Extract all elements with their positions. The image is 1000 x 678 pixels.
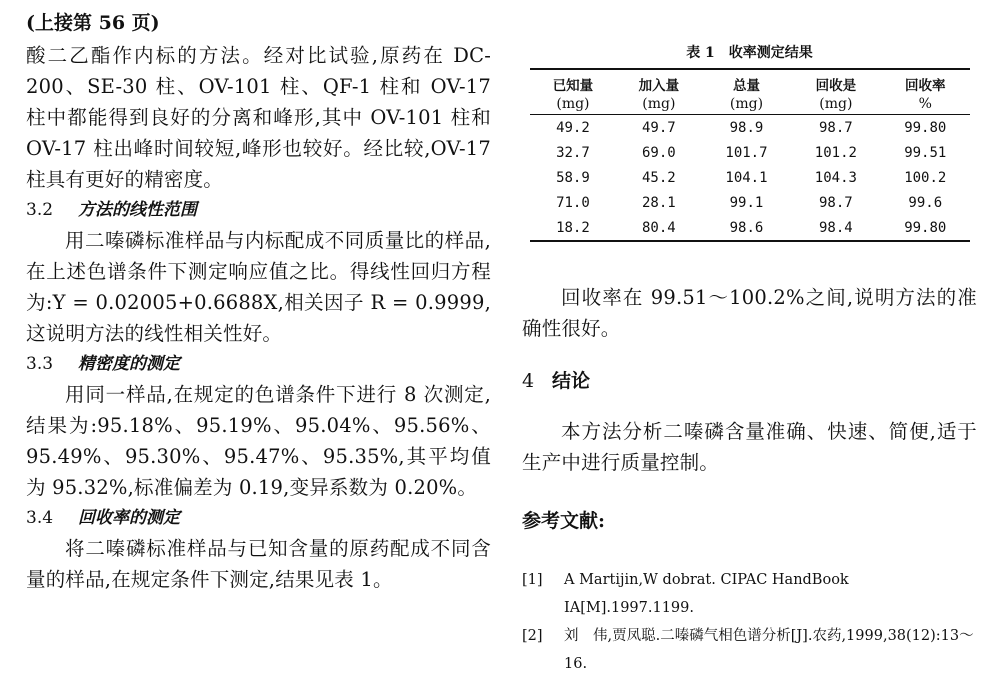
table-cell: 101.7: [725, 144, 768, 161]
column-header: 已知量: [530, 69, 616, 94]
section-3-4-heading: [26, 503, 491, 533]
reference-text: A Martijin,W dobrat. CIPAC HandBook IA[M].1997.1199.: [564, 572, 849, 616]
section-title: 结论: [552, 370, 591, 392]
table-cell: 104.3: [814, 169, 857, 186]
intro-paragraph: 酸二乙酯作内标的方法。经对比试验,原药在 DC-200、SE-30 柱、OV-101 柱、QF-1 柱和 OV-17 柱中都能得到良好的分离和峰形,其中 OV-101 柱和 OV-17 柱出峰时间较短,峰形也较好。经比较,OV-17 柱具有更好的精密度。: [26, 44, 491, 191]
table-cell: 49.7: [641, 119, 676, 136]
recovery-table: [530, 68, 970, 242]
section-title: 精密度的测定: [78, 354, 180, 374]
references-title: 参考文献:: [522, 510, 606, 532]
reference-item: [522, 566, 977, 622]
column-unit: (mg): [616, 94, 702, 115]
table-cell: 98.7: [819, 194, 853, 211]
references-list: [522, 566, 977, 678]
reference-tag: [1]: [522, 572, 543, 588]
reference-item: [522, 622, 977, 678]
table-cell: 99.80: [904, 119, 947, 136]
column-unit: (mg): [791, 94, 880, 115]
reference-text: 刘 伟,贾凤聪.二嗪磷气相色谱分析[J].农药,1999,38(12):13～16.: [564, 628, 974, 672]
section-3-3-heading: [26, 349, 491, 379]
table-cell: 32.7: [556, 144, 590, 161]
section-number: 4: [522, 370, 535, 392]
section-3-2-heading: [26, 195, 491, 225]
continued-note: (上接第 56 页): [26, 12, 160, 34]
section-number: 3.3: [26, 354, 54, 374]
table-cell: 99.1: [729, 194, 764, 211]
section-title: 方法的线性范围: [78, 200, 197, 220]
table-cell: 98.7: [819, 119, 853, 136]
left-column: [26, 10, 491, 595]
section-3-2-text: 用二嗪磷标准样品与内标配成不同质量比的样品,在上述色谱条件下测定响应值之比。得线性回归方程为:Y = 0.02005+0.6688X,相关因子 R = 0.9999,这说明方法的线性相关性好。: [26, 229, 491, 345]
table-cell: 80.4: [616, 215, 702, 241]
table-row: [530, 165, 970, 190]
column-header: 回收是: [791, 69, 880, 94]
table-cell: 58.9: [556, 169, 590, 186]
column-header: 总量: [702, 69, 791, 94]
table-cell: 99.6: [908, 194, 943, 211]
section-4-heading: [522, 366, 977, 396]
section-title: 回收率的测定: [78, 508, 180, 528]
column-unit: (mg): [530, 94, 616, 115]
column-header: 回收率: [881, 69, 970, 94]
table-header-row: [530, 69, 970, 94]
section-3-3-text: 用同一样品,在规定的色谱条件下进行 8 次测定,结果为:95.18%、95.19%、95.04%、95.56%、95.49%、95.30%、95.47%、95.35%,其平均值为 95.32%,标准偏差为 0.19,变异系数为 0.20%。: [26, 383, 491, 499]
column-header: 加入量: [616, 69, 702, 94]
section-3-4-text: 将二嗪磷标准样品与已知含量的原药配成不同含量的样品,在规定条件下测定,结果见表 1。: [26, 537, 491, 591]
table-cell: 99.51: [904, 144, 947, 161]
table-caption: 表 1 收率测定结果: [686, 45, 813, 61]
reference-tag: [2]: [522, 628, 543, 644]
table-row: [530, 140, 970, 165]
table-cell: 98.4: [791, 215, 880, 241]
table-cell: 45.2: [641, 169, 676, 186]
table-cell: 69.0: [641, 144, 676, 161]
table-cell: 98.6: [702, 215, 791, 241]
section-number: 3.4: [26, 508, 54, 528]
table-cell: 101.2: [814, 144, 857, 161]
table-cell: 104.1: [725, 169, 768, 186]
section-number: 3.2: [26, 200, 54, 220]
table-cell: 98.9: [729, 119, 764, 136]
table-cell: 28.1: [641, 194, 676, 211]
recovery-conclusion-text: 回收率在 99.51～100.2%之间,说明方法的准确性很好。: [522, 286, 977, 340]
table-row: [530, 115, 970, 141]
right-column: [522, 10, 977, 678]
table-cell: 18.2: [530, 215, 616, 241]
table-cell: 99.80: [881, 215, 970, 241]
table-cell: 71.0: [556, 194, 590, 211]
table-row: [530, 215, 970, 241]
table-cell: 100.2: [904, 169, 947, 186]
table-unit-row: [530, 94, 970, 115]
table-row: [530, 190, 970, 215]
column-unit: (mg): [702, 94, 791, 115]
table-cell: 49.2: [556, 119, 590, 136]
column-unit: %: [881, 94, 970, 115]
section-4-text: 本方法分析二嗪磷含量准确、快速、简便,适于生产中进行质量控制。: [522, 420, 977, 474]
